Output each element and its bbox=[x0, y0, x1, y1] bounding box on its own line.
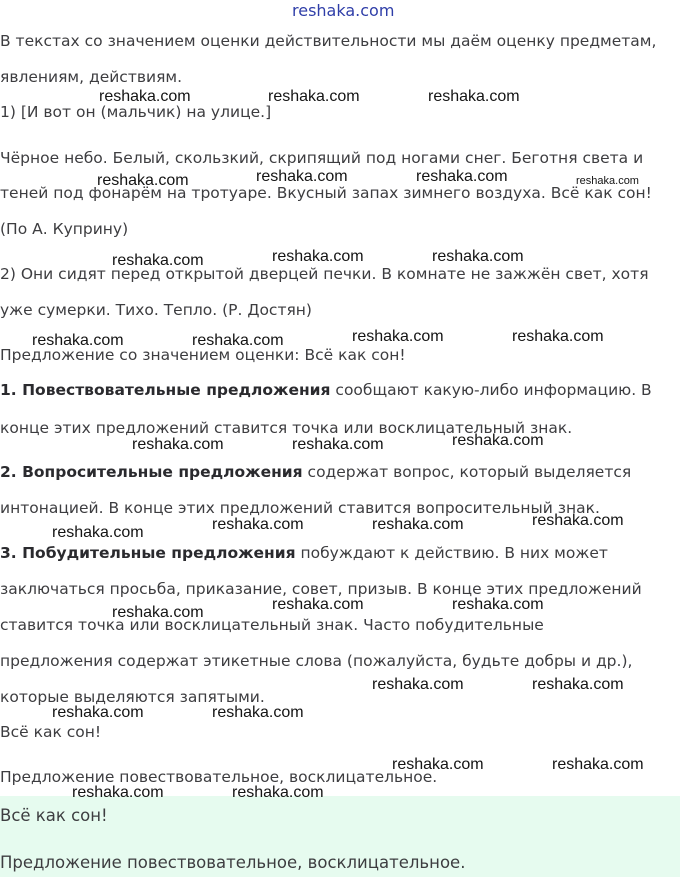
watermark: reshaka.com bbox=[576, 175, 639, 187]
watermark: reshaka.com bbox=[192, 332, 284, 349]
watermark: reshaka.com bbox=[372, 676, 464, 693]
type-2-line-1 bbox=[0, 454, 631, 491]
evaluation-sentence: Предложение со значением оценки: Всё как сон! bbox=[0, 346, 406, 364]
watermark: reshaka.com bbox=[112, 604, 204, 621]
watermark: reshaka.com bbox=[352, 328, 444, 345]
watermark: reshaka.com bbox=[428, 88, 520, 105]
watermark: reshaka.com bbox=[272, 248, 364, 265]
watermark: reshaka.com bbox=[452, 432, 544, 449]
answer-box bbox=[0, 796, 680, 877]
answer-verdict: Предложение повествовательное, восклицательное. bbox=[0, 853, 466, 872]
watermark: reshaka.com bbox=[232, 784, 324, 801]
watermark: reshaka.com bbox=[512, 328, 604, 345]
type-1-title: 1. Повествовательные предложения bbox=[0, 381, 331, 399]
type-2-line-2: интонацией. В конце этих предложений ставится вопросительный знак. bbox=[0, 499, 600, 517]
watermark: reshaka.com bbox=[532, 512, 624, 529]
example-1-line-1: Чёрное небо. Белый, скользкий, скрипящий под ногами снег. Беготня света и bbox=[0, 149, 644, 167]
watermark: reshaka.com bbox=[268, 88, 360, 105]
watermark: reshaka.com bbox=[72, 784, 164, 801]
example-1-line-2: теней под фонарём на тротуаре. Вкусный запах зимнего воздуха. Всё как сон! bbox=[0, 184, 652, 202]
example-2-line-1: 2) Они сидят перед открытой дверцей печки. В комнате не зажжён свет, хотя bbox=[0, 265, 649, 283]
type-2-title: 2. Вопросительные предложения bbox=[0, 463, 303, 481]
example-2-line-2: уже сумерки. Тихо. Тепло. (Р. Достян) bbox=[0, 301, 312, 319]
watermark: reshaka.com bbox=[97, 172, 189, 189]
answer-sentence: Всё как сон! bbox=[0, 806, 108, 825]
type-3-line-3: ставится точка или восклицательный знак. Часто побудительные bbox=[0, 616, 544, 634]
watermark: reshaka.com bbox=[256, 168, 348, 185]
watermark: reshaka.com bbox=[552, 756, 644, 773]
watermark: reshaka.com bbox=[52, 704, 144, 721]
watermark: reshaka.com bbox=[452, 596, 544, 613]
type-3-description: побуждают к действию. В них может bbox=[295, 544, 608, 562]
watermark: reshaka.com bbox=[212, 516, 304, 533]
watermark: reshaka.com bbox=[132, 436, 224, 453]
watermark: reshaka.com bbox=[532, 676, 624, 693]
watermark: reshaka.com bbox=[112, 252, 204, 269]
watermark: reshaka.com bbox=[292, 436, 384, 453]
watermark: reshaka.com bbox=[52, 524, 144, 541]
watermark: reshaka.com bbox=[392, 756, 484, 773]
example-verdict: Предложение повествовательное, восклицательное. bbox=[0, 768, 438, 786]
example-1-source: (По А. Куприну) bbox=[0, 220, 129, 238]
type-1-line-1 bbox=[0, 372, 652, 409]
example-sentence: Всё как сон! bbox=[0, 723, 102, 741]
intro-line-2: явлениям, действиям. bbox=[0, 68, 183, 86]
watermark: reshaka.com bbox=[432, 248, 524, 265]
watermark: reshaka.com bbox=[272, 596, 364, 613]
type-1-line-2: конце этих предложений ставится точка или восклицательный знак. bbox=[0, 419, 573, 437]
intro-line-1: В текстах со значением оценки действительности мы даём оценку предметам, bbox=[0, 32, 657, 50]
watermark: reshaka.com bbox=[32, 332, 124, 349]
type-3-title: 3. Побудительные предложения bbox=[0, 544, 296, 562]
watermark: reshaka.com bbox=[99, 88, 191, 105]
example-1-intro: 1) [И вот он (мальчик) на улице.] bbox=[0, 103, 272, 121]
type-1-description: сообщают какую-либо информацию. В bbox=[330, 381, 652, 399]
type-3-line-2: заключаться просьба, приказание, совет, призыв. В конце этих предложений bbox=[0, 580, 642, 598]
type-2-description: содержат вопрос, который выделяется bbox=[302, 463, 632, 481]
watermark: reshaka.com bbox=[372, 516, 464, 533]
site-watermark-header: reshaka.com bbox=[292, 1, 395, 20]
type-3-line-4: предложения содержат этикетные слова (пожалуйста, будьте добры и др.), bbox=[0, 652, 633, 670]
watermark: reshaka.com bbox=[416, 168, 508, 185]
watermark: reshaka.com bbox=[212, 704, 304, 721]
type-3-line-5: которые выделяются запятыми. bbox=[0, 688, 265, 706]
